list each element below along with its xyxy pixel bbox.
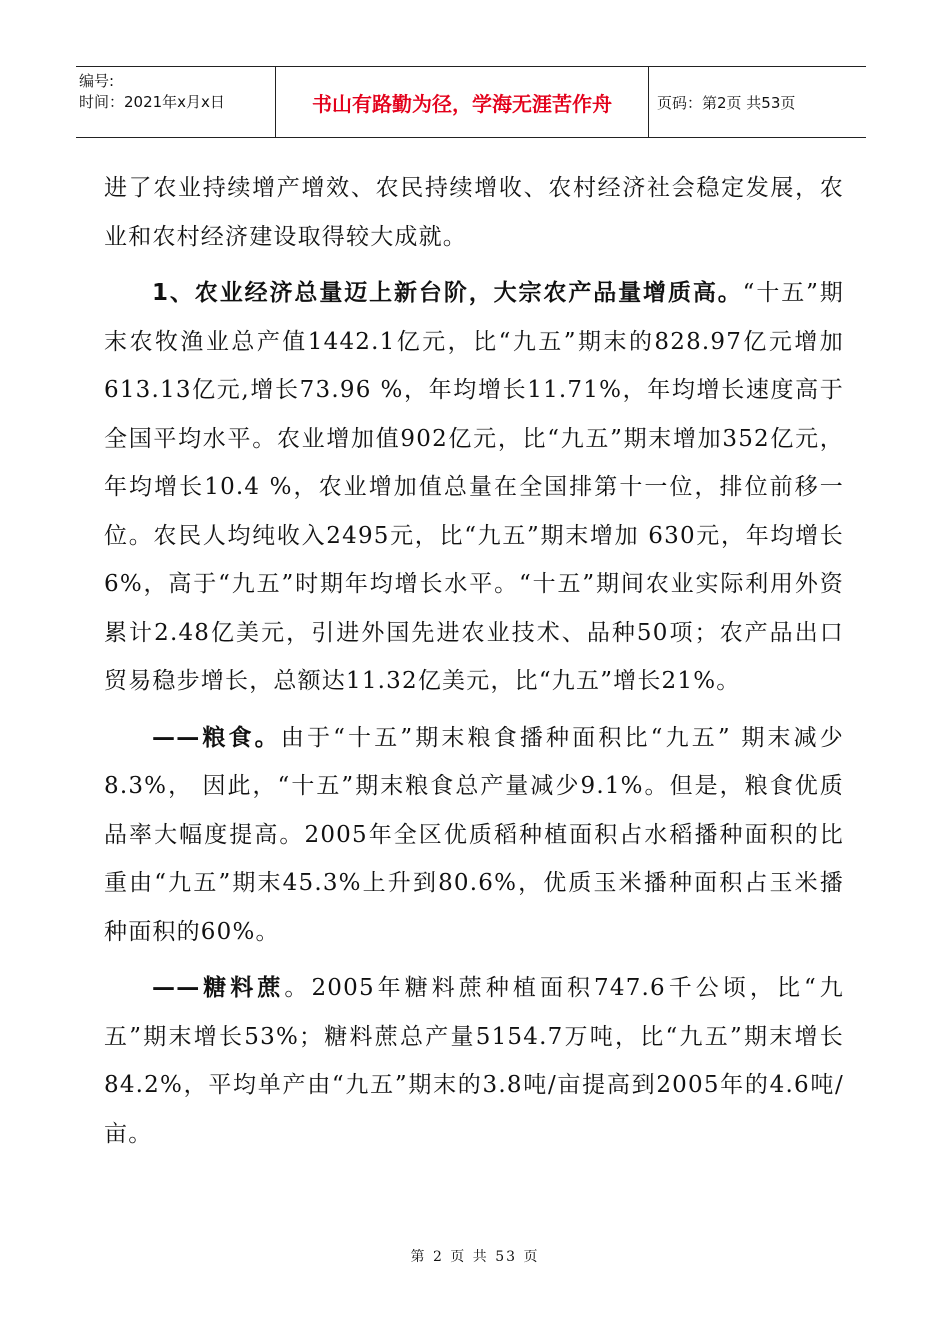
paragraph-2-text: “十五”期末农牧渔业总产值1442.1亿元，比“九五”期末的828.97亿元增加613.13亿元,增长73.96 %，年均增长11.71%，年均增长速度高于全国平均水平。农业增加值902亿元，比“九五”期末增加352亿元，年均增长10.4 %，农业增加值总量在全国排第十一位，排位前移一位。农民人均纯收入2495元，比“九五”期末增加 630元，年均增长6%，高于“九五”时期年均增长水平。“十五”期间农业实际利用外资累计2.48亿美元，引进外国先进农业技术、品种50项；农产品出口贸易稳步增长，总额达11.32亿美元，比“九五”增长21%。 <box>104 280 844 694</box>
paragraph-4 <box>104 964 844 1158</box>
number-label: 编号: <box>79 72 115 90</box>
paragraph-4-heading: ——糖料蔗 <box>152 975 285 1001</box>
paragraph-2 <box>104 269 844 706</box>
header-page-info: 页码：第2页 共53页 <box>657 93 796 112</box>
paragraph-1: 进了农业持续增产增效、农民持续增收、农村经济社会稳定发展，农业和农村经济建设取得较大成就。 <box>104 175 844 250</box>
paragraph-2-heading: 1、农业经济总量迈上新台阶，大宗农产品量增质高。 <box>152 280 743 306</box>
paragraph-3 <box>104 714 844 957</box>
time-label: 时间：2021年x月x日 <box>79 93 225 111</box>
paragraph-4-text: 。2005年糖料蔗种植面积747.6千公顷，比“九五”期末增长53%；糖料蔗总产量5154.7万吨，比“九五”期末增长84.2%，平均单产由“九五”期末的3.8吨/亩提高到2005年的4.6吨/亩。 <box>104 975 844 1147</box>
page-header <box>76 66 866 138</box>
header-motto: 书山有路勤为径，学海无涯苦作舟 <box>276 67 649 137</box>
document-body <box>104 164 844 1158</box>
paragraph-3-heading: ——粮食。 <box>152 724 281 751</box>
page-footer: 第 2 页 共 53 页 <box>410 1249 540 1265</box>
header-meta <box>76 67 276 137</box>
paragraph-3-text: 由于“十五”期末粮食播种面积比“九五” 期末减少8.3%， 因此，“十五”期末粮食总产量减少9.1%。但是，粮食优质品率大幅度提高。2005年全区优质稻种植面积占水稻播种面积的比重由“九五”期末45.3%上升到80.6%，优质玉米播种面积占玉米播种面积的60%。 <box>104 724 844 945</box>
